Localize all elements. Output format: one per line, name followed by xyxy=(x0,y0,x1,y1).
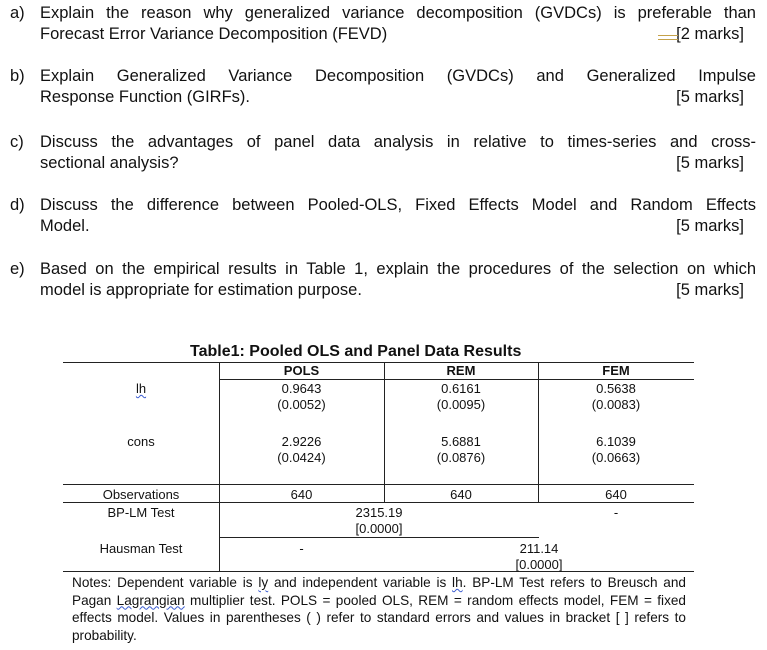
question-text-line2: Response Function (GIRFs). xyxy=(40,88,250,106)
header-rem: REM xyxy=(446,363,476,378)
question-text-line1: Explain Generalized Variance Decomposition (GVDCs) and Generalized Impulse xyxy=(40,67,756,85)
question-text-line1: Discuss the difference between Pooled-OLS, Fixed Effects Model and Random Effects xyxy=(40,196,756,214)
question-label: b) xyxy=(10,67,25,85)
question-label: a) xyxy=(10,4,25,22)
table-title: Table1: Pooled OLS and Panel Data Results xyxy=(190,343,522,360)
marks-label: [5 marks] xyxy=(676,154,744,172)
cell-bplm-value: 2315.19 [0.0000] xyxy=(355,505,403,536)
question-label: e) xyxy=(10,260,25,278)
row-label-cons: cons xyxy=(127,434,155,449)
question-text-line2: Forecast Error Variance Decomposition (FEVD) xyxy=(40,25,388,43)
question-text-line2: model is appropriate for estimation purpose. xyxy=(40,281,362,299)
cell-obs-pols: 640 xyxy=(290,487,313,502)
header-fem: FEM xyxy=(602,363,630,378)
question-label: c) xyxy=(10,133,24,151)
cell-bplm-fem: - xyxy=(613,505,619,520)
cell-obs-fem: 640 xyxy=(605,487,627,502)
question-text-line2: sectional analysis? xyxy=(40,154,179,172)
marks-label: [5 marks] xyxy=(676,88,744,106)
cell-cons-fem: 6.1039 (0.0663) xyxy=(591,434,641,465)
cell-cons-rem: 5.6881 (0.0876) xyxy=(436,434,486,465)
table-body-rule xyxy=(63,484,694,485)
row-label-observations: Observations xyxy=(102,487,180,502)
cell-obs-rem: 640 xyxy=(450,487,472,502)
question-text-line2: Model. xyxy=(40,217,90,235)
row-label-hausman: Hausman Test xyxy=(99,541,183,556)
cell-hausman-pols: - xyxy=(299,541,304,556)
question-a xyxy=(10,3,756,45)
question-e xyxy=(10,259,756,301)
table-header-rule xyxy=(219,379,694,380)
marks-label: [5 marks] xyxy=(676,281,744,299)
table-notes: Notes: Dependent variable is ly and independent variable is lh. BP-LM Test refers to Breusch and Pagan Lagrangian multiplier test. POLS = pooled OLS, REM = random effects model, FEM = fixed effects model. Values in parentheses ( ) refer to standard errors and values in bracket [ ] refers to probability. xyxy=(72,575,686,643)
question-text-line1: Discuss the advantages of panel data analysis in relative to times-series and cross- xyxy=(40,133,756,151)
question-c xyxy=(10,132,756,174)
header-pols: POLS xyxy=(283,363,320,378)
question-text-line1: Explain the reason why generalized variance decomposition (GVDCs) is preferable than xyxy=(40,4,756,22)
cell-hausman-value: 211.14 [0.0000] xyxy=(515,541,563,572)
marks-label: [5 marks] xyxy=(676,217,744,235)
cell-lh-fem: 0.5638 (0.0083) xyxy=(591,381,641,412)
row-label-bplm: BP-LM Test xyxy=(107,505,175,520)
cell-lh-pols: 0.9643 (0.0052) xyxy=(277,381,326,412)
question-b xyxy=(10,66,756,108)
row-label-lh: lh xyxy=(135,381,147,396)
marks-label: [2 marks] xyxy=(676,24,756,45)
question-d xyxy=(10,195,756,237)
cell-lh-rem: 0.6161 (0.0095) xyxy=(436,381,486,412)
bplm-value-underline xyxy=(219,537,539,538)
question-label: d) xyxy=(10,196,25,214)
cell-cons-pols: 2.9226 (0.0424) xyxy=(277,434,326,465)
question-text-line1: Based on the empirical results in Table 1, explain the procedures of the selection on which xyxy=(40,260,756,278)
